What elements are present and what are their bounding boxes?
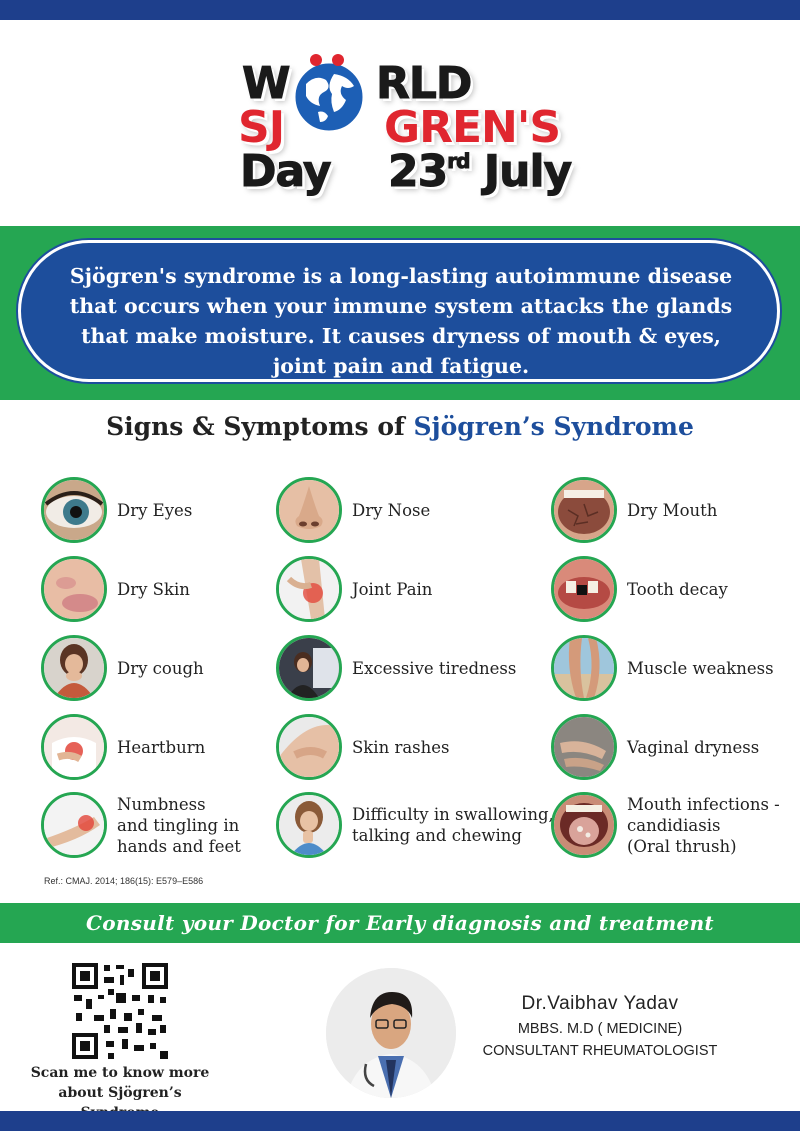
reference-citation: Ref.: CMAJ. 2014; 186(15): E579–E586 — [44, 876, 204, 886]
symptom-label: Dry Mouth — [627, 500, 718, 520]
world-sjogrens-day-logo — [220, 42, 580, 202]
symptom-heartburn — [41, 714, 205, 780]
symptom-label: Dry cough — [117, 658, 204, 678]
symptom-tooth-decay — [551, 556, 728, 622]
consult-banner: Consult your Doctor for Early diagnosis and treatment — [0, 903, 800, 943]
bottom-border-bar — [0, 1111, 800, 1131]
symptom-dry-mouth — [551, 477, 717, 543]
logo-grens: GREN'S — [384, 102, 561, 153]
logo-rld: RLD — [376, 58, 472, 109]
symptom-label: Numbness and tingling in hands and feet — [117, 794, 241, 856]
mouth-icon — [551, 477, 617, 543]
knee-icon — [276, 556, 342, 622]
logo-w: W — [242, 58, 290, 109]
symptom-label: Joint Pain — [352, 579, 433, 599]
intro-text: Sjögren's syndrome is a long-lasting autoimmune disease that occurs when your immune system attacks the glands that make moisture. It causes dryness of mouth & eyes, joint pain and fatigue. — [69, 264, 733, 378]
symptom-label: Vaginal dryness — [627, 737, 760, 757]
symptom-label: Dry Nose — [352, 500, 431, 520]
symptom-dry-skin — [41, 556, 190, 622]
symptom-excessive-tiredness — [276, 635, 516, 701]
logo-date: 23rd July — [388, 146, 572, 197]
symptom-dry-cough — [41, 635, 204, 701]
symptom-dry-eyes — [41, 477, 192, 543]
symptom-label: Muscle weakness — [627, 658, 774, 678]
intro-pill — [18, 240, 780, 382]
tired-person-icon — [276, 635, 342, 701]
symptom-label: Mouth infections - candidiasis (Oral thrush) — [627, 794, 780, 856]
doctor-degree: MBBS. M.D ( MEDICINE) — [517, 1021, 683, 1037]
throat-icon — [276, 792, 342, 858]
section-title: Signs & Symptoms of Sjögren’s Syndrome — [106, 412, 694, 441]
symptom-joint-pain — [276, 556, 432, 622]
rash-icon — [276, 714, 342, 780]
doctor-name: Dr.Vaibhav Yadav — [521, 993, 679, 1014]
wrist-icon — [41, 792, 107, 858]
legs-icon — [551, 635, 617, 701]
top-border-bar — [0, 0, 800, 20]
symptom-mouth-infections — [551, 792, 780, 858]
doctor-avatar — [326, 968, 456, 1098]
globe-icon — [288, 52, 370, 134]
qr-caption: Scan me to know more about Sjögren’s — [30, 1065, 210, 1101]
symptom-vaginal-dryness — [551, 714, 759, 780]
hands-icon — [551, 714, 617, 780]
skin-icon — [41, 556, 107, 622]
symptom-label: Difficulty in swallowing, talking and chewing — [352, 805, 554, 845]
symptom-difficulty-swallowing — [276, 792, 554, 858]
symptom-label: Heartburn — [117, 737, 206, 757]
nose-icon — [276, 477, 342, 543]
logo-day: Day — [240, 146, 331, 197]
symptom-label: Excessive tiredness — [352, 658, 517, 678]
symptom-label: Skin rashes — [352, 737, 450, 757]
heartburn-icon — [41, 714, 107, 780]
eye-icon — [41, 477, 107, 543]
doctor-title: CONSULTANT RHEUMATOLOGIST — [482, 1043, 718, 1059]
symptom-skin-rashes — [276, 714, 450, 780]
logo-sj: SJ — [238, 102, 285, 153]
symptom-numbness — [41, 792, 241, 858]
cough-icon — [41, 635, 107, 701]
symptom-label: Dry Skin — [117, 579, 190, 599]
symptom-muscle-weakness — [551, 635, 774, 701]
symptom-dry-nose — [276, 477, 430, 543]
qr-code-icon[interactable] — [72, 963, 168, 1059]
tongue-icon — [551, 792, 617, 858]
symptom-label: Tooth decay — [627, 579, 728, 599]
tooth-icon — [551, 556, 617, 622]
symptom-label: Dry Eyes — [117, 500, 193, 520]
